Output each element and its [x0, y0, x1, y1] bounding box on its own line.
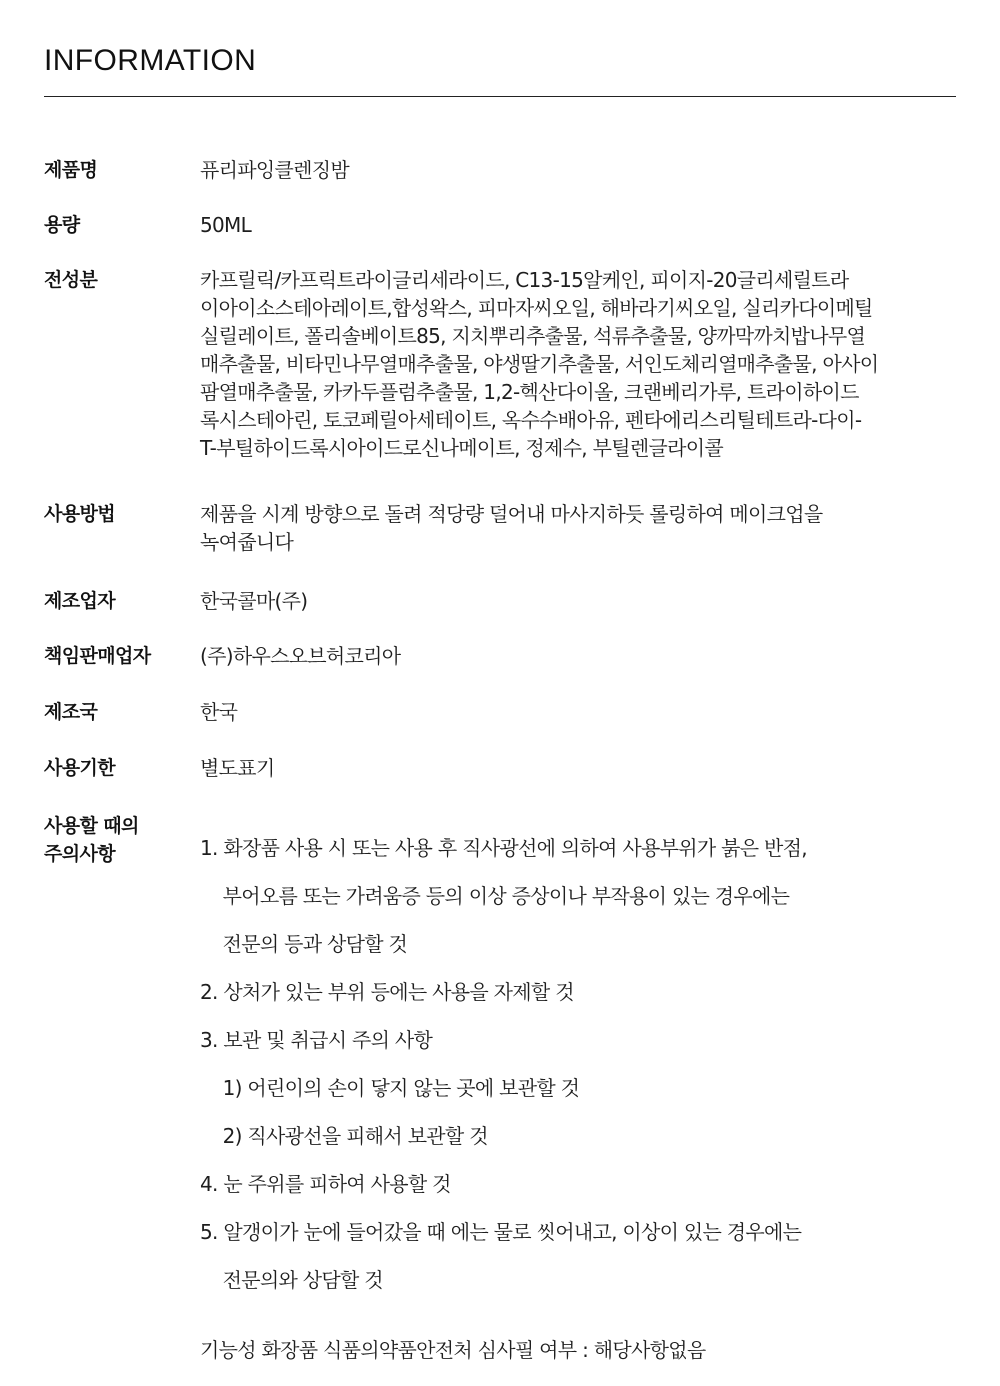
- precaution-line: 1) 어린이의 손이 닿지 않는 곳에 보관할 것: [200, 1076, 580, 1100]
- functional-cosmetic-notice: 기능성 화장품 식품의약품안전처 심사필 여부 : 해당사항없음: [200, 1338, 706, 1362]
- manufacturer-label: 제조업자: [44, 590, 116, 612]
- country-value: 한국: [200, 700, 238, 724]
- expiry-value: 별도표기: [200, 756, 275, 780]
- precautions-value: [200, 812, 964, 1386]
- usage-value: 제품을 시계 방향으로 돌려 적당량 덜어내 마사지하듯 롤링하여 메이크업을 녹여줍니다: [200, 502, 823, 554]
- precaution-line: 1. 화장품 사용 시 또는 사용 후 직사광선에 의하여 사용부위가 붉은 반점,: [200, 836, 807, 860]
- row-manufacturer: [44, 587, 964, 615]
- row-country: [44, 698, 964, 726]
- seller-value: (주)하우스오브허코리아: [200, 644, 401, 668]
- product-name-value: 퓨리파잉클렌징밤: [200, 158, 349, 182]
- precaution-line: 2. 상처가 있는 부위 등에는 사용을 자제할 것: [200, 980, 574, 1004]
- volume-value: 50ML: [200, 213, 252, 237]
- volume-label: 용량: [44, 214, 80, 236]
- ingredients-value: 카프릴릭/카프릭트라이글리세라이드, C13-15알케인, 피이지-20글리세릴트라 이아이소스테아레이트,합성왁스, 피마자씨오일, 해바라기씨오일, 실리카다이메틸 실릴레이트, 폴리솔베이트85, 지치뿌리추출물, 석류추출물, 양까막까치밥나무열 매추출물, 비타민나무열매추출물, 야생딸기추출물, 서인도체리열매추출물, 아사이 팜열매추출물, 카카두플럼추출물, 1,2-헥산다이올, 크랜베리가루, 트라이하이드 록시스테아린, 토코페릴아세테이트, 옥수수배아유, 펜타에리스리틸테트라-다이- T-부틸하이드록시아이드로신나메이트, 정제수, 부틸렌글라이콜: [200, 268, 879, 460]
- precaution-line: 전문의와 상담할 것: [200, 1268, 383, 1292]
- row-volume: [44, 211, 964, 239]
- row-seller: [44, 642, 964, 670]
- seller-label: 책임판매업자: [44, 645, 151, 667]
- country-label: 제조국: [44, 701, 98, 723]
- precaution-line: 전문의 등과 상담할 것: [200, 932, 408, 956]
- manufacturer-value: 한국콜마(주): [200, 589, 308, 613]
- row-product-name: [44, 156, 964, 184]
- precautions-label: 사용할 때의 주의사항: [44, 815, 139, 865]
- page-title: INFORMATION: [44, 44, 257, 77]
- product-name-label: 제품명: [44, 159, 98, 181]
- precaution-line: 3. 보관 및 취급시 주의 사항: [200, 1028, 433, 1052]
- row-usage: [44, 500, 964, 556]
- title-divider: [44, 96, 956, 97]
- ingredients-label: 전성분: [44, 269, 98, 291]
- precaution-line: 5. 알갱이가 눈에 들어갔을 때 에는 물로 씻어내고, 이상이 있는 경우에는: [200, 1220, 802, 1244]
- precaution-line: 부어오름 또는 가려움증 등의 이상 증상이나 부작용이 있는 경우에는: [200, 884, 790, 908]
- usage-label: 사용방법: [44, 503, 116, 525]
- row-precautions: [44, 812, 964, 1386]
- precaution-line: 4. 눈 주위를 피하여 사용할 것: [200, 1172, 451, 1196]
- precaution-line: 2) 직사광선을 피해서 보관할 것: [200, 1124, 488, 1148]
- expiry-label: 사용기한: [44, 757, 116, 779]
- row-ingredients: [44, 266, 964, 462]
- row-expiry: [44, 754, 964, 782]
